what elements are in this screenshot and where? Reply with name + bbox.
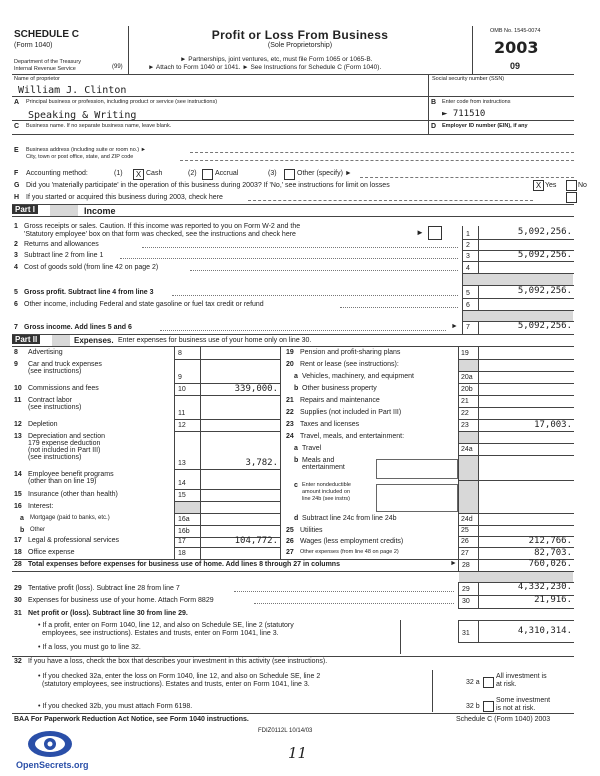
proprietor-name[interactable]: William J. Clinton bbox=[18, 85, 127, 96]
part2-subtitle: Enter expenses for business use of your home only on line 30. bbox=[118, 337, 312, 344]
line-28-amount[interactable]: 760,026. bbox=[528, 559, 572, 569]
arrow-icon: ► bbox=[451, 323, 458, 330]
line-1-box: 1 bbox=[466, 231, 470, 238]
line-5-num: 5 bbox=[14, 289, 18, 296]
other-method-label: Other (specify) ► bbox=[297, 170, 352, 177]
line-32a-label: 32 a bbox=[466, 679, 480, 686]
line-b-letter: B bbox=[431, 99, 437, 106]
exp-left-7-num: 15 bbox=[14, 491, 22, 498]
line-a-letter: A bbox=[14, 99, 20, 106]
exp-left-9-num: a bbox=[20, 515, 24, 522]
exp-left-12-num: 18 bbox=[14, 549, 22, 556]
exp-right-5-box: 22 bbox=[461, 410, 469, 417]
line-b-label: Enter code from instructions bbox=[442, 99, 511, 105]
accrual-checkbox[interactable] bbox=[202, 169, 213, 180]
line-31-text: Net profit or (loss). Subtract line 30 from line 29. bbox=[28, 610, 188, 617]
line-7-num: 7 bbox=[14, 324, 18, 331]
line-e-letter: E bbox=[14, 147, 19, 154]
exp-right-0-box: 19 bbox=[461, 350, 469, 357]
line-d-label: Employer ID number (EIN), if any bbox=[442, 123, 528, 129]
exp-right-5-num: 22 bbox=[286, 409, 294, 416]
form-number: (Form 1040) bbox=[14, 42, 53, 49]
exp-left-5-text: Depreciation and section bbox=[28, 433, 106, 440]
exp-right-11-num: d bbox=[294, 515, 299, 522]
started-business-label: If you started or acquired this business during 2003, check here bbox=[26, 194, 223, 201]
exp-left-7-text: Insurance (other than health) bbox=[28, 491, 118, 498]
other-method-checkbox[interactable] bbox=[284, 169, 295, 180]
all-at-risk-text2: at risk. bbox=[496, 681, 517, 688]
line-28-box: 28 bbox=[462, 562, 470, 569]
exp-right-0-num: 19 bbox=[286, 349, 294, 356]
exp-left-1-box: 9 bbox=[178, 374, 182, 381]
line-31-box: 31 bbox=[462, 630, 470, 637]
line-f-letter: F bbox=[14, 170, 19, 177]
line-28-num: 28 bbox=[14, 561, 22, 568]
line-6-text: Other income, including Federal and state gasoline or fuel tax credit or refund bbox=[24, 301, 264, 308]
line-32-bullet1b: (statutory employees, see instructions). Estates and trusts, enter on Form 1041, line 3. bbox=[42, 681, 310, 688]
line-32-bullet2: • If you checked 32b, you must attach Form 6198. bbox=[38, 703, 193, 710]
irs-label: Internal Revenue Service bbox=[14, 66, 76, 72]
exp-left-10-text: Other bbox=[30, 527, 46, 533]
line-29-num: 29 bbox=[14, 585, 22, 592]
exp-right-12-num: 25 bbox=[286, 527, 294, 534]
nondeductible-amount-field[interactable] bbox=[376, 484, 458, 512]
exp-left-11-amount[interactable]: 104,772. bbox=[234, 536, 278, 546]
exp-right-8-text: Travel bbox=[302, 445, 322, 452]
exp-left-2-num: 10 bbox=[14, 385, 22, 392]
exp-left-10-box: 16b bbox=[178, 528, 190, 535]
line-6-box: 6 bbox=[466, 302, 470, 309]
statutory-employee-checkbox[interactable] bbox=[428, 226, 442, 240]
line-7-text: Gross income. Add lines 5 and 6 bbox=[24, 324, 132, 331]
line-31-amount[interactable]: 4,310,314. bbox=[517, 626, 572, 636]
exp-left-12-text: Office expense bbox=[28, 549, 75, 556]
no-label: No bbox=[578, 182, 587, 189]
accrual-label: Accrual bbox=[215, 170, 239, 177]
exp-left-5-amount[interactable]: 3,782. bbox=[245, 458, 278, 468]
line-31-bullet2: • If a loss, you must go to line 32. bbox=[38, 644, 141, 651]
exp-left-9-text: Mortgage (paid to banks, etc.) bbox=[30, 515, 110, 521]
some-not-at-risk-checkbox[interactable] bbox=[483, 701, 494, 712]
line-5-box: 5 bbox=[466, 290, 470, 297]
exp-left-6-text1: (other than on line 19) bbox=[28, 478, 97, 485]
line-1-text: Gross receipts or sales. Caution. If this income was reported to you on Form W-2 and the bbox=[24, 223, 301, 230]
principal-business[interactable]: Speaking & Writing bbox=[28, 110, 137, 121]
exp-right-10-num: c bbox=[294, 482, 298, 489]
exp-right-7-num: 24 bbox=[286, 433, 294, 440]
exp-left-8-text: Interest: bbox=[28, 503, 54, 510]
exp-right-6-num: 23 bbox=[286, 421, 294, 428]
line-c-label: Business name. If no separate business name, leave blank. bbox=[26, 123, 172, 129]
method-3-num: (3) bbox=[268, 170, 277, 177]
line-30-box: 30 bbox=[462, 598, 470, 605]
part1-label: Part I bbox=[12, 205, 38, 214]
exp-left-12-box: 18 bbox=[178, 550, 186, 557]
cash-checkbox[interactable]: X bbox=[133, 169, 144, 180]
line-32-bullet1: • If you checked 32a, enter the loss on Form 1040, line 12, and also on Schedule SE, line 2 bbox=[38, 673, 321, 680]
name-label: Name of proprietor bbox=[14, 76, 60, 82]
exp-right-8-box: 24a bbox=[461, 446, 473, 453]
line-32-num: 32 bbox=[14, 658, 22, 665]
form-title: Profit or Loss From Business bbox=[211, 28, 389, 42]
line-29-amount[interactable]: 4,332,230. bbox=[517, 582, 572, 592]
note-attach: ► Attach to Form 1040 or 1041. ► See Instructions for Schedule C (Form 1040). bbox=[148, 64, 382, 71]
exp-right-10-text: Enter nondeductible bbox=[302, 482, 351, 488]
line-5-text: Gross profit. Subtract line 4 from line 3 bbox=[24, 289, 154, 296]
line-2-box: 2 bbox=[466, 242, 470, 249]
line-4-box: 4 bbox=[466, 265, 470, 272]
exp-left-6-num: 14 bbox=[14, 471, 22, 478]
line-5-amount[interactable]: 5,092,256. bbox=[517, 286, 572, 296]
method-1-num: (1) bbox=[114, 170, 123, 177]
some-not-at-risk-text2: is not at risk. bbox=[496, 705, 536, 712]
exp-left-11-box: 17 bbox=[178, 538, 186, 545]
line-30-text: Expenses for business use of your home. Attach Form 8829 bbox=[28, 597, 214, 604]
line-32-text: If you have a loss, check the box that describes your investment in this activity (see instructions). bbox=[28, 658, 328, 665]
yes-label: Yes bbox=[545, 182, 557, 189]
exp-left-1-text1: (see instructions) bbox=[28, 368, 82, 375]
exp-right-12-text: Utilities bbox=[300, 527, 323, 534]
exp-right-6-text: Taxes and licenses bbox=[300, 421, 360, 428]
exp-left-3-text1: (see instructions) bbox=[28, 404, 82, 411]
all-at-risk-checkbox[interactable] bbox=[483, 677, 494, 688]
exp-right-12-box: 25 bbox=[461, 527, 469, 534]
line-c-letter: C bbox=[14, 123, 20, 130]
exp-left-8-num: 16 bbox=[14, 503, 22, 510]
exp-right-7-shade bbox=[459, 432, 478, 443]
exp-right-13-box: 26 bbox=[461, 538, 469, 545]
exp-left-10-num: b bbox=[20, 527, 25, 534]
arrow-icon: ► bbox=[416, 228, 424, 237]
line-28-text: Total expenses before expenses for business use of home. Add lines 8 through 27 in columns bbox=[28, 561, 340, 568]
exp-left-5-num: 13 bbox=[14, 433, 22, 440]
exp-right-1-num: 20 bbox=[286, 361, 294, 368]
all-at-risk-text: All investment is bbox=[496, 673, 547, 680]
line-1-text2: 'Statutory employee' box on that form was checked, see the instructions and check here bbox=[24, 231, 296, 238]
code-99: (99) bbox=[112, 64, 123, 70]
exp-left-11-text: Legal & professional services bbox=[28, 537, 120, 544]
exp-right-9-text1: entertainment bbox=[302, 464, 345, 471]
business-code[interactable]: ► 711510 bbox=[442, 109, 486, 119]
exp-right-8-num: a bbox=[294, 445, 298, 452]
participation-yes-checkbox[interactable]: X bbox=[533, 180, 544, 191]
exp-left-2-text: Commissions and fees bbox=[28, 385, 99, 392]
exp-right-3-num: b bbox=[294, 385, 299, 392]
exp-right-6-box: 23 bbox=[461, 422, 469, 429]
line-e-label2: City, town or post office, state, and ZIP code bbox=[26, 154, 134, 160]
line-h-letter: H bbox=[14, 194, 20, 201]
line-e-label: Business address (including suite or room no.) ► bbox=[26, 147, 147, 153]
exp-left-11-num: 17 bbox=[14, 537, 22, 544]
started-business-checkbox[interactable] bbox=[566, 192, 577, 203]
brand-text: OpenSecrets.org bbox=[16, 760, 89, 770]
footer-schedule: Schedule C (Form 1040) 2003 bbox=[456, 716, 551, 723]
exp-left-5-text1: 179 expense deduction bbox=[28, 440, 101, 447]
exp-right-1-text: Rent or lease (see instructions): bbox=[300, 361, 399, 368]
exp-right-2-box: 20a bbox=[461, 374, 473, 381]
omb-number: OMB No. 1545-0074 bbox=[490, 28, 541, 34]
sequence-number: 09 bbox=[510, 61, 521, 71]
line-3-num: 3 bbox=[14, 252, 18, 259]
line-30-amount[interactable]: 21,916. bbox=[534, 595, 572, 605]
exp-right-14-amount[interactable]: 82,703. bbox=[534, 548, 572, 558]
accounting-method-label: Accounting method: bbox=[26, 170, 88, 177]
meals-amount-field[interactable] bbox=[376, 459, 458, 479]
exp-right-6-amount[interactable]: 17,003. bbox=[534, 420, 572, 430]
exp-left-4-num: 12 bbox=[14, 421, 22, 428]
ssn-label: Social security number (SSN) bbox=[432, 76, 505, 82]
exp-right-1-shade bbox=[459, 360, 478, 371]
form-subtitle: (Sole Proprietorship) bbox=[267, 42, 333, 49]
exp-left-0-box: 8 bbox=[178, 350, 182, 357]
line-32b-label: 32 b bbox=[466, 703, 480, 710]
line-30-num: 30 bbox=[14, 597, 22, 604]
exp-right-10-text1: amount included on bbox=[302, 489, 351, 495]
exp-right-14-num: 27 bbox=[286, 549, 294, 556]
line-31-bullet1: • If a profit, enter on Form 1040, line 12, and also on Schedule SE, line 2 (statutory bbox=[38, 622, 294, 629]
line-g-letter: G bbox=[14, 182, 20, 189]
exp-right-13-amount[interactable]: 212,766. bbox=[528, 536, 572, 546]
exp-right-4-text: Repairs and maintenance bbox=[300, 397, 380, 404]
exp-right-2-text: Vehicles, machinery, and equipment bbox=[302, 373, 414, 380]
paperwork-notice: BAA For Paperwork Reduction Act Notice, see Form 1040 instructions. bbox=[14, 716, 249, 723]
exp-right-10-text2: line 24b (see instrs) bbox=[302, 496, 350, 502]
exp-left-8-shade bbox=[175, 502, 200, 513]
exp-right-9-shade bbox=[459, 456, 478, 480]
line-3-text: Subtract line 2 from line 1 bbox=[24, 252, 104, 259]
exp-left-4-box: 12 bbox=[178, 422, 186, 429]
exp-left-5-box: 13 bbox=[178, 460, 186, 467]
exp-right-2-num: a bbox=[294, 373, 298, 380]
exp-left-1-num: 9 bbox=[14, 361, 18, 368]
cash-label: Cash bbox=[146, 170, 163, 177]
exp-right-5-text: Supplies (not included in Part III) bbox=[300, 409, 402, 416]
footer-code: FDIZ0112L 10/14/03 bbox=[258, 728, 313, 734]
exp-left-3-num: 11 bbox=[14, 397, 22, 404]
line-2-num: 2 bbox=[14, 241, 18, 248]
part2-title: Expenses. bbox=[74, 336, 114, 345]
exp-left-5-text2: (not included in Part III) bbox=[28, 447, 101, 454]
exp-left-0-text: Advertising bbox=[28, 349, 63, 356]
exp-left-2-amount[interactable]: 339,000. bbox=[234, 384, 278, 394]
line-4-text: Cost of goods sold (from line 42 on page 2) bbox=[24, 264, 159, 271]
participation-no-checkbox[interactable] bbox=[566, 180, 577, 191]
exp-right-10-shade bbox=[459, 481, 478, 513]
exp-right-13-text: Wages (less employment credits) bbox=[300, 538, 404, 545]
line-1-num: 1 bbox=[14, 223, 18, 230]
exp-right-3-box: 20b bbox=[461, 386, 473, 393]
line-31-num: 31 bbox=[14, 610, 22, 617]
page-number: 11 bbox=[288, 744, 308, 762]
exp-right-13-num: 26 bbox=[286, 538, 294, 545]
exp-left-4-text: Depletion bbox=[28, 421, 58, 428]
exp-left-9-box: 16a bbox=[178, 516, 190, 523]
part1-title: Income bbox=[84, 206, 116, 216]
exp-left-0-num: 8 bbox=[14, 349, 18, 356]
exp-left-2-box: 10 bbox=[178, 386, 186, 393]
exp-right-3-text: Other business property bbox=[302, 385, 377, 392]
exp-right-4-box: 21 bbox=[461, 398, 469, 405]
exp-left-7-box: 15 bbox=[178, 492, 186, 499]
exp-left-3-text: Contract labor bbox=[28, 397, 72, 404]
line-29-box: 29 bbox=[462, 586, 470, 593]
exp-left-3-box: 11 bbox=[178, 410, 186, 417]
dept-label: Department of the Treasury bbox=[14, 59, 81, 65]
exp-right-7-text: Travel, meals, and entertainment: bbox=[300, 433, 405, 440]
exp-left-6-box: 14 bbox=[178, 480, 186, 487]
part2-label: Part II bbox=[12, 335, 40, 344]
some-not-at-risk-text: Some investment bbox=[496, 697, 551, 704]
line-7-amount[interactable]: 5,092,256. bbox=[517, 321, 572, 331]
exp-right-4-num: 21 bbox=[286, 397, 294, 404]
line-3-box: 3 bbox=[466, 253, 470, 260]
line-7-box: 7 bbox=[466, 324, 470, 331]
note-partnerships: ► Partnerships, joint ventures, etc, must file Form 1065 or 1065-B. bbox=[180, 56, 373, 63]
material-participation-label: Did you 'materially participate' in the operation of this business during 2003? If 'No,' see instructions for limit on losses bbox=[26, 182, 390, 189]
line-3-amount[interactable]: 5,092,256. bbox=[517, 250, 572, 260]
arrow-icon: ► bbox=[450, 560, 457, 567]
exp-right-9-text: Meals and bbox=[302, 457, 335, 464]
tax-year: 2003 bbox=[494, 38, 539, 57]
line-31-bullet1b: employees, see instructions). Estates and trusts, enter on Form 1041, line 3. bbox=[42, 630, 279, 637]
line-a-label: Principal business or profession, including product or service (see instructions) bbox=[26, 99, 218, 105]
line-2-text: Returns and allowances bbox=[24, 241, 99, 248]
exp-left-6-text: Employee benefit programs bbox=[28, 471, 114, 478]
opensecrets-logo[interactable] bbox=[16, 726, 89, 776]
line-d-letter: D bbox=[431, 123, 437, 130]
exp-right-11-box: 24d bbox=[461, 516, 473, 523]
line-29-text: Tentative profit (loss). Subtract line 28 from line 7 bbox=[28, 585, 180, 592]
exp-left-1-text: Car and truck expenses bbox=[28, 361, 102, 368]
exp-right-9-num: b bbox=[294, 457, 299, 464]
schedule-name: SCHEDULE C bbox=[14, 29, 80, 40]
exp-right-0-text: Pension and profit-sharing plans bbox=[300, 349, 401, 356]
line-4-num: 4 bbox=[14, 264, 18, 271]
line-6-num: 6 bbox=[14, 301, 18, 308]
exp-right-14-box: 27 bbox=[461, 550, 469, 557]
line-1-amount[interactable]: 5,092,256. bbox=[517, 227, 572, 237]
exp-left-5-text3: (see instructions) bbox=[28, 454, 82, 461]
method-2-num: (2) bbox=[188, 170, 197, 177]
exp-right-11-text: Subtract line 24c from line 24b bbox=[302, 515, 397, 522]
exp-right-14-text: Other expenses (from line 48 on page 2) bbox=[300, 549, 399, 555]
